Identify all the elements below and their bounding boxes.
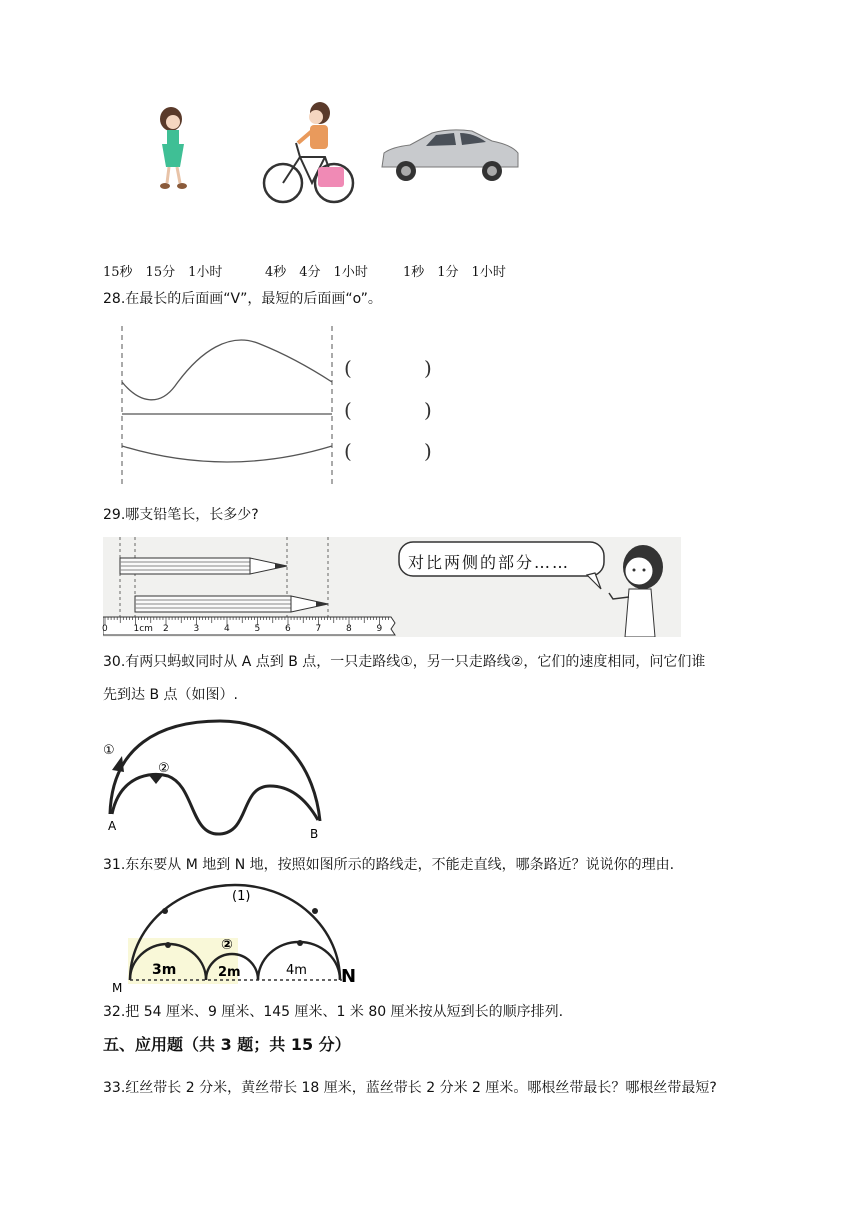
route-1-label: (1)	[232, 889, 251, 904]
answer-paren-open-1: (	[344, 356, 352, 380]
answer-paren-open-2: (	[344, 398, 352, 422]
car-illustration	[382, 130, 518, 181]
lines-compare-figure	[110, 326, 350, 486]
girl-speed-options: 15秒 15分 1小时	[103, 265, 223, 280]
curved-line	[122, 446, 332, 462]
pencil-ruler-drawing	[103, 537, 681, 637]
point-n-label: N	[341, 966, 357, 987]
point-a-label: A	[108, 819, 117, 833]
question-28-text: 28.在最长的后面画“V”，最短的后面画“o”。	[103, 291, 382, 307]
segment-3m-label: 3m	[152, 962, 177, 978]
answer-paren-close-2: )	[424, 398, 432, 422]
route-1-arc	[110, 721, 320, 821]
bike-speed-options: 4秒 4分 1小时	[265, 265, 368, 280]
ruler-tick-label: 7	[315, 624, 322, 634]
girl-pointing-illustration	[609, 545, 663, 637]
ruler-tick-label: 9	[376, 624, 383, 634]
car-speed-options: 1秒 1分 1小时	[403, 265, 506, 280]
pencil-ruler-figure	[103, 537, 681, 637]
point-m-label: M	[112, 981, 123, 995]
ruler-tick-label: 6	[285, 624, 291, 634]
question-30-text-line1: 30.有两只蚂蚁同时从 A 点到 B 点，一只走路线①，另一只走路线②，它们的速度相同，问它们谁	[103, 654, 706, 670]
question-29-text: 29.哪支铅笔长，长多少?	[103, 507, 259, 523]
question-31-text: 31.东东要从 M 地到 N 地，按照如图所示的路线走，不能走直线，哪条路近？说说你的理由.	[103, 857, 675, 873]
speech-bubble-text: 对比两侧的部分……	[408, 553, 571, 572]
question-30-text-line2: 先到达 B 点（如图）.	[103, 687, 238, 703]
ruler-tick-label: 0	[102, 624, 108, 634]
girl-on-bike-illustration	[264, 102, 353, 202]
point-b-label: B	[310, 827, 319, 841]
route-2-label: ②	[158, 761, 170, 776]
segment-4m-label: 4m	[286, 963, 307, 978]
answer-paren-close-1: )	[424, 356, 432, 380]
question-33-text: 33.红丝带长 2 分米，黄丝带长 18 厘米，蓝丝带长 2 分米 2 厘米。哪根丝带最长？哪根丝带最短?	[103, 1080, 717, 1096]
girl-walking-illustration	[160, 107, 187, 189]
segment-2m-label: 2m	[218, 965, 241, 980]
answer-paren-open-3: (	[344, 439, 352, 463]
route-1-arrow	[112, 756, 124, 772]
ruler-tick-label: 8	[346, 624, 352, 634]
ruler-tick-label: 3	[193, 624, 200, 634]
wavy-line	[122, 340, 332, 400]
pencil-top	[120, 558, 287, 574]
ruler-tick-label: 4	[224, 624, 230, 634]
pencil-bottom	[135, 596, 328, 612]
answer-paren-close-3: )	[424, 439, 432, 463]
route-2-label: ②	[221, 937, 233, 953]
ruler-tick-label: 5	[254, 624, 261, 634]
ruler-tick-label: 2	[163, 624, 169, 634]
route-2-wave	[112, 774, 318, 834]
ruler-tick-label: 1cm	[133, 624, 153, 634]
section-5-title: 五、应用题（共 3 题；共 15 分）	[103, 1035, 351, 1054]
m-to-n-routes-figure	[110, 880, 360, 995]
question-32-text: 32.把 54 厘米、9 厘米、145 厘米、1 米 80 厘米按从短到长的顺序排列.	[103, 1004, 564, 1020]
route-1-label: ①	[103, 743, 115, 758]
speed-illustrations	[140, 95, 540, 210]
ant-routes-figure	[100, 716, 340, 841]
